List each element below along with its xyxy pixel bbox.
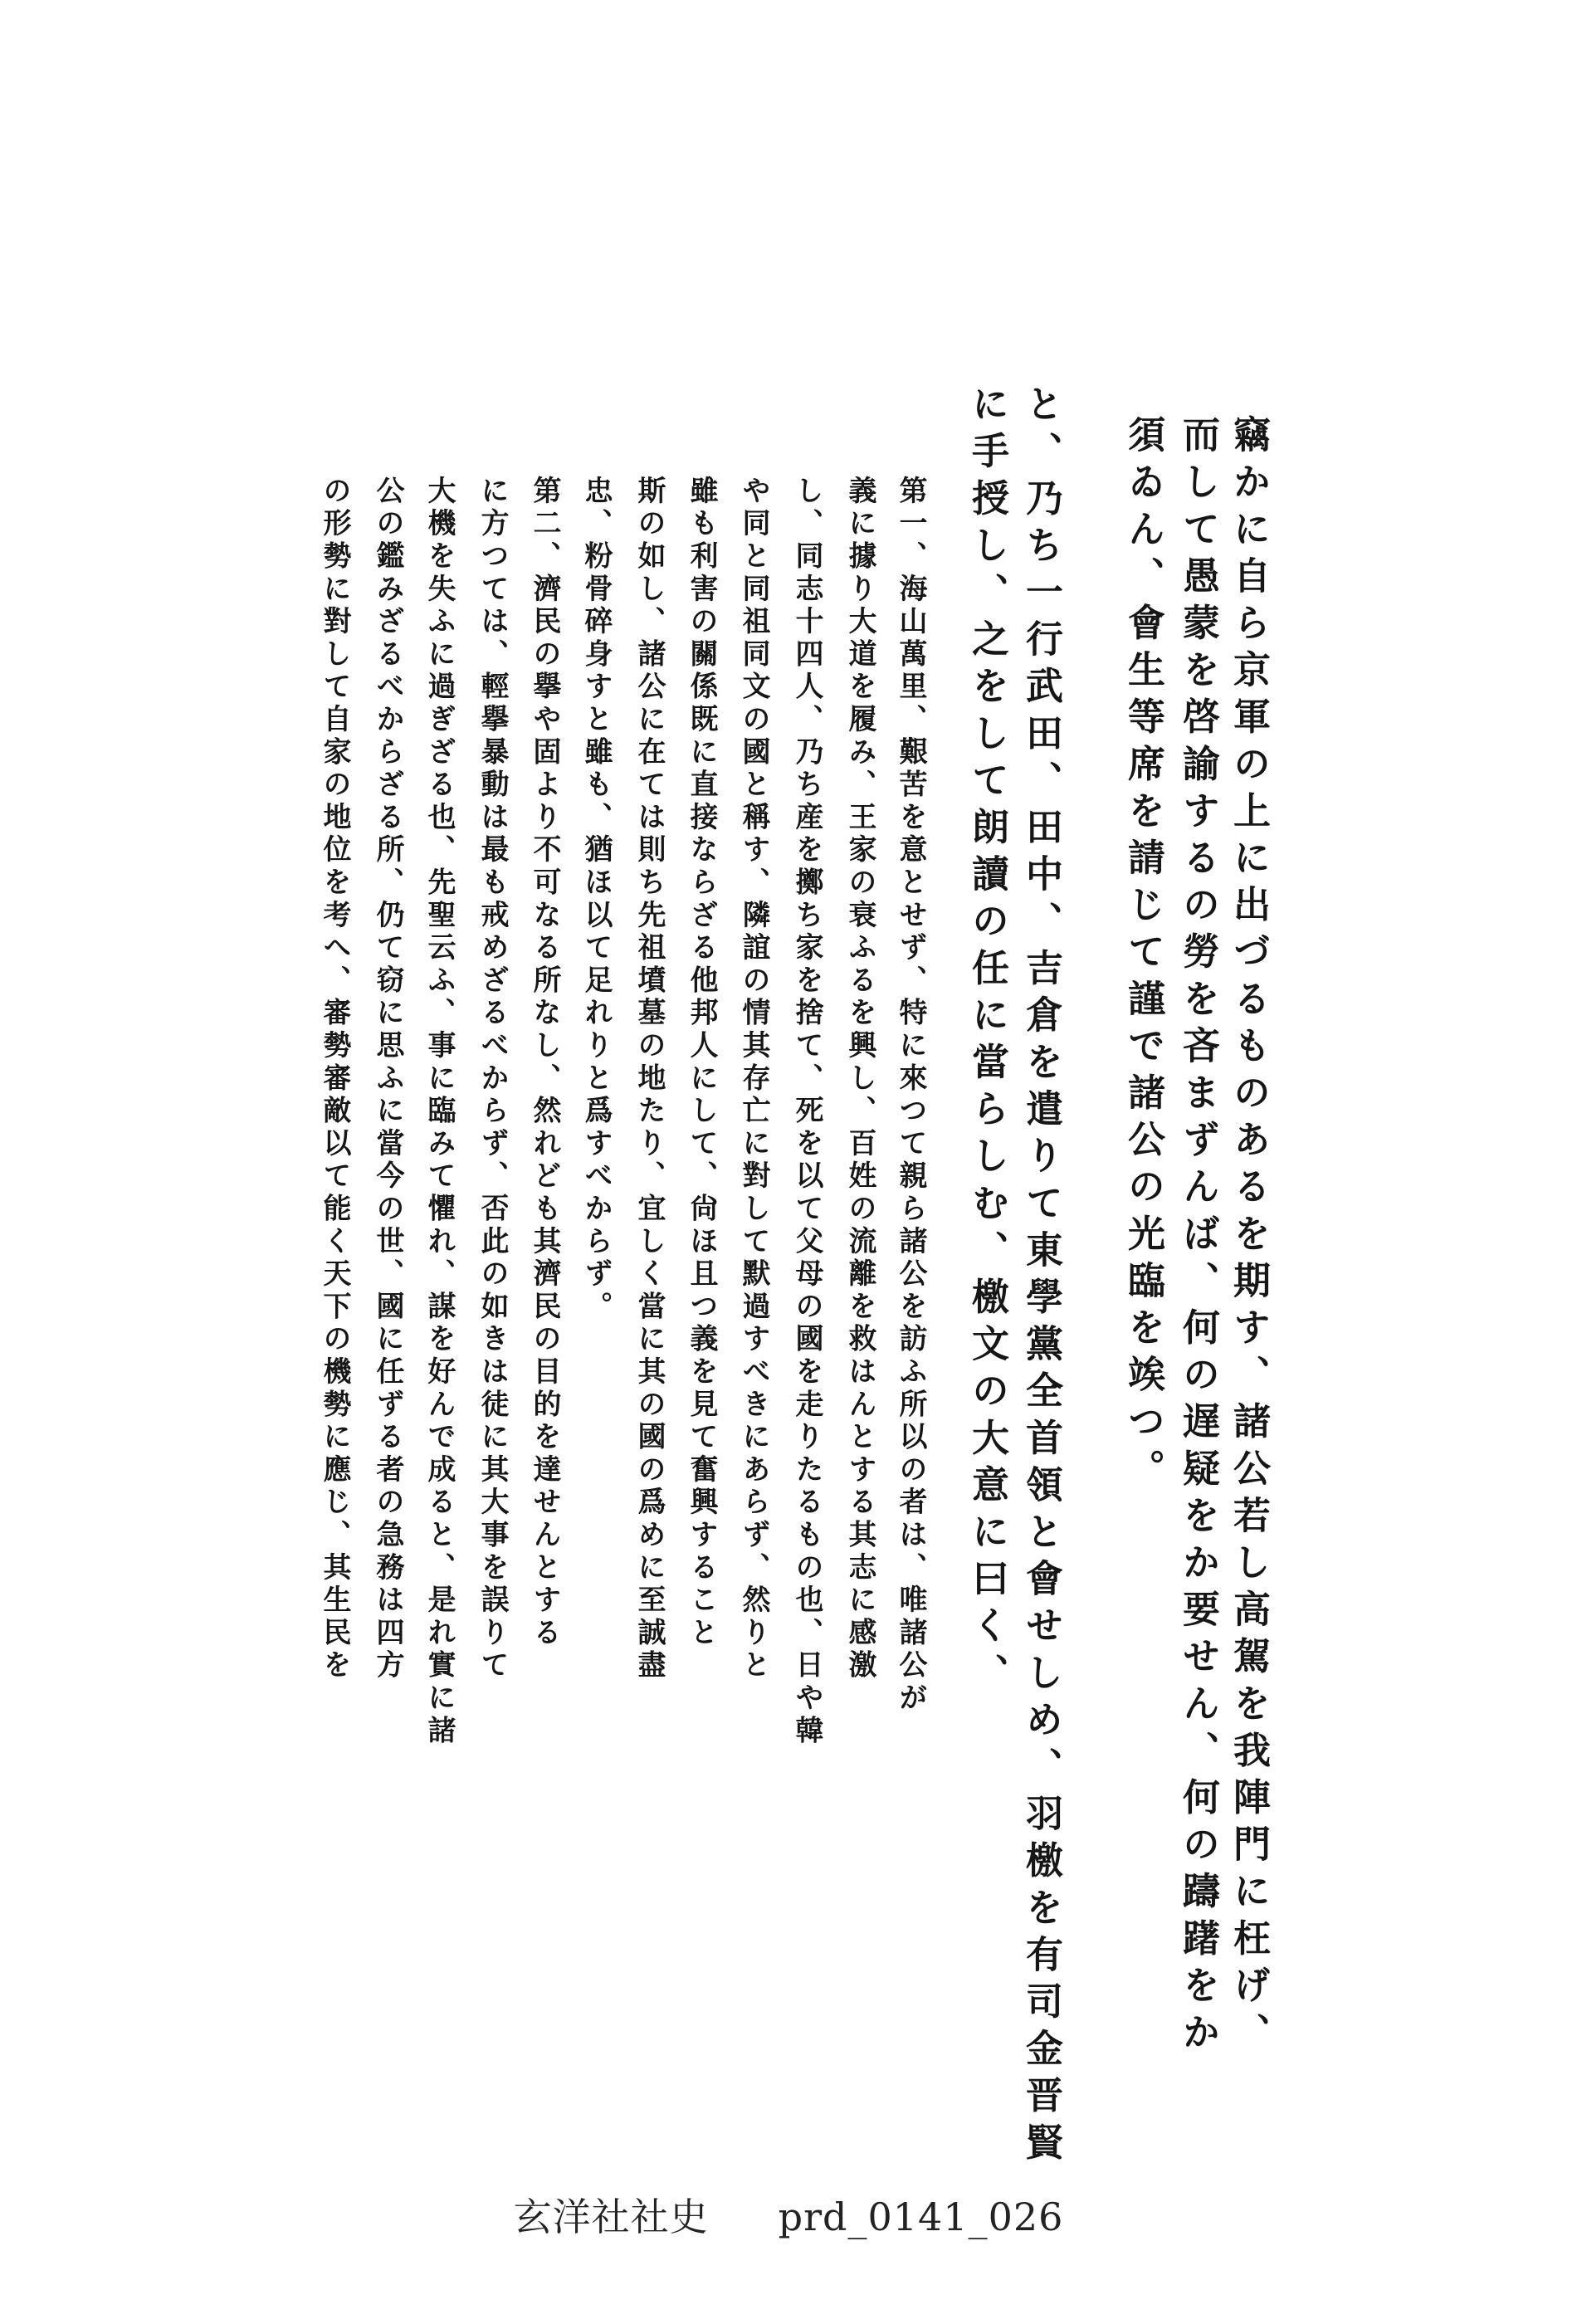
quote-column: 第二、濟民の擧や固より不可なる所なし、然れども其濟民の目的を達せんとする [528, 476, 561, 1650]
text-column: 須ゐん、會生等席を請じて謹で諸公の光臨を竢つ。 [1121, 415, 1165, 1496]
text-column: 竊かに自ら京軍の上に出づるものあるを期す、諸公若し高駕を我陣門に枉げ、 [1227, 415, 1271, 2059]
quote-column: 斯の如し、諸公に在ては則ち先祖墳墓の地たり、宜しく當に其の國の爲めに至誠盡 [632, 476, 666, 1683]
quote-column: 雖も利害の關係既に直接ならざる他邦人にして、尙ほ且つ義を見て奮興すること [685, 476, 718, 1650]
footer-page-id: prd_0141_026 [778, 2195, 1064, 2239]
footer-source: 玄洋社社史 [513, 2195, 709, 2239]
quote-column: し、同志十四人、乃ち産を擲ち家を捨て、死を以て父母の國を走りたるもの也、日や韓 [790, 476, 823, 1748]
page-footer [0, 2187, 1577, 2242]
quote-column: 義に據り大道を履み、王家の衰ふるを興し、百姓の流離を救はんとする其志に感激 [843, 476, 876, 1683]
quote-column: 第一、海山萬里、艱苦を意とせず、特に來つて親ら諸公を訪ふ所以の者は、唯諸公が [894, 476, 927, 1716]
text-column: 而して愚蒙を啓諭するの勞を吝まずんば、何の遅疑をか要せん、何の躊躇をか [1176, 415, 1220, 2059]
quote-column: に方つては、輕擧暴動は最も戒めざるべからず、否此の如きは徒に其大事を誤りて [476, 476, 509, 1683]
quote-column: 公の鑑みざるべからざる所、仍て窃に思ふに當今の世、國に任ずる者の急務は四方 [371, 476, 404, 1683]
text-column: と、乃ち一行武田、田中、吉倉を遣りて東學黨全首領と會せしめ、羽檄を有司金晋賢 [1019, 384, 1063, 2170]
quote-column: 大機を失ふに過ぎざる也、先聖云ふ、事に臨みて懼れ、謀を好んで成ると、是れ實に諸 [422, 476, 456, 1748]
quote-column: や同と同祖同文の國と稱す、隣誼の情其存亡に對して默過すべきにあらず、然りと [737, 476, 770, 1683]
quote-column: 忠、粉骨碎身すと雖も、猶ほ以て足れりと爲すべからず。 [579, 476, 613, 1324]
text-column: に手授し、之をして朗讀の任に當らしむ、檄文の大意に曰く、 [965, 384, 1009, 1700]
quote-column: の形勢に對して自家の地位を考へ、審勢審敵以て能く天下の機勢に應じ、其生民を [318, 476, 351, 1683]
